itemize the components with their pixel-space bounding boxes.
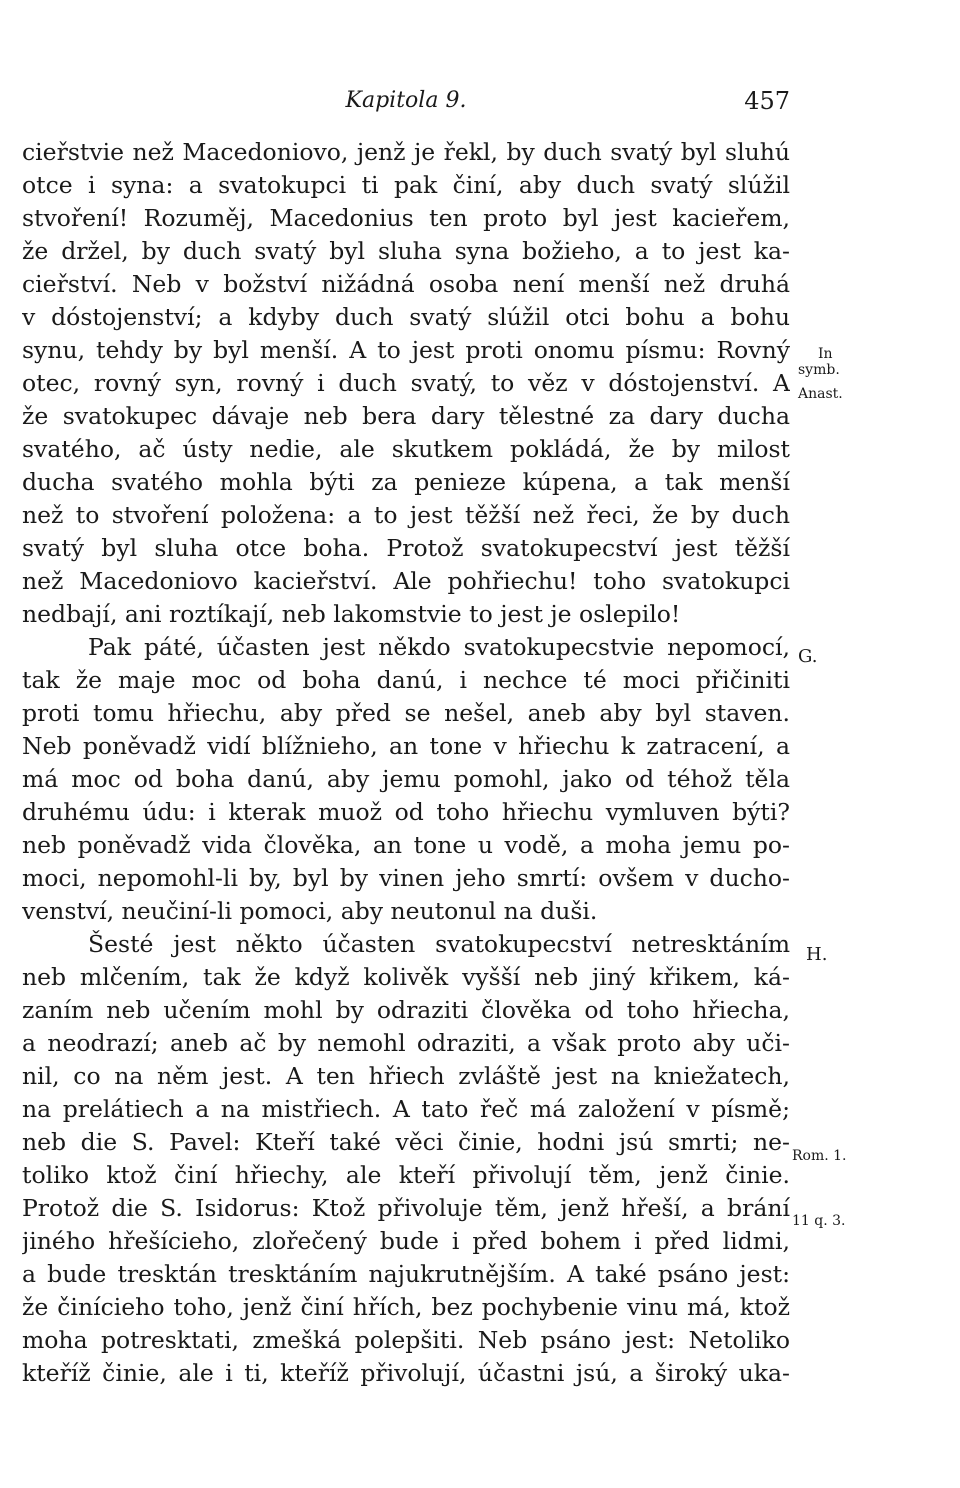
text-line: neb mlčením, tak že když kolivěk vyšší neb jiný křikem, ká- xyxy=(22,963,790,991)
margin-note: In xyxy=(818,346,833,362)
text-line: synu, tehdy by byl menší. A to jest proti onomu písmu: Rovný xyxy=(22,336,790,364)
text-line: stvoření! Rozuměj, Macedonius ten proto byl jest kacieřem, xyxy=(22,204,790,232)
text-line: moha potresktati, zmešká polepšiti. Neb psáno jest: Netoliko xyxy=(22,1326,790,1354)
text-line: otce i syna: a svatokupci ti pak činí, aby duch svatý slúžil xyxy=(22,171,790,199)
paragraph-start-line: Pak páté, účasten jest někdo svatokupecstvie nepomocí, xyxy=(88,633,790,661)
text-line: proti tomu hřiechu, aby před se nešel, aneb aby byl staven. xyxy=(22,699,790,727)
text-line: otec, rovný syn, rovný i duch svatý, to věz v dóstojenství. A xyxy=(22,369,790,397)
margin-note: 11 q. 3. xyxy=(792,1213,846,1229)
main-text xyxy=(22,136,790,1390)
text-line: na prelátiech a na mistřiech. A tato řeč má založení v písmě; xyxy=(22,1095,790,1123)
text-line: venství, neučiní-li pomoci, aby neutonul na duši. xyxy=(22,897,598,925)
text-line: že svatokupec dávaje neb bera dary tělestné za dary ducha xyxy=(22,402,790,430)
text-line: cieřství. Neb v božství nižádná osoba není menší než druhá xyxy=(22,270,790,298)
text-line: neb die S. Pavel: Kteří také věci činie, hodni jsú smrti; ne- xyxy=(22,1128,790,1156)
text-line: neb poněvadž vida člověka, an tone u vodě, a moha jemu po- xyxy=(22,831,790,859)
text-line: toliko ktož činí hřiechy, ale kteří přivolují těm, jenž činie. xyxy=(22,1161,790,1189)
text-line: jiného hřešícieho, zlořečený bude i před bohem i před lidmi, xyxy=(22,1227,790,1255)
text-line: tak že maje moc od boha danú, i nechce té moci přičiniti xyxy=(22,666,790,694)
text-line: druhému údu: i kterak muož od toho hřiechu vymluven býti? xyxy=(22,798,790,826)
text-line: že držel, by duch svatý byl sluha syna božieho, a to jest ka- xyxy=(22,237,790,265)
text-line: a neodrazí; aneb ač by nemohl odraziti, a však proto aby uči- xyxy=(22,1029,790,1057)
margin-note: Anast. xyxy=(798,386,843,402)
text-line: Neb poněvadž vidí blížnieho, an tone v hřiechu k zatracení, a xyxy=(22,732,790,760)
text-line: ducha svatého mohla býti za penieze kúpena, a tak menší xyxy=(22,468,790,496)
text-line: než to stvoření položena: a to jest těžší než řeci, že by duch xyxy=(22,501,790,529)
text-line: nil, co na něm jest. A ten hřiech zvláště jest na kniežatech, xyxy=(22,1062,790,1090)
margin-note: Rom. 1. xyxy=(792,1148,847,1164)
text-line: než Macedoniovo kacieřství. Ale pohřiechu! toho svatokupci xyxy=(22,567,790,595)
page-number: 457 xyxy=(744,87,790,115)
margin-note: symb. xyxy=(798,362,840,378)
text-line: zaním neb učením mohl by odraziti člověka od toho hřiecha, xyxy=(22,996,790,1024)
text-line: cieřstvie než Macedoniovo, jenž je řekl, by duch svatý byl sluhú xyxy=(22,138,790,166)
text-line: a bude tresktán tresktáním najukrutnějším. A také psáno jest: xyxy=(22,1260,790,1288)
text-line: Protož die S. Isidorus: Ktož přivoluje těm, jenž hřeší, a brání xyxy=(22,1194,790,1222)
chapter-title: Kapitola 9. xyxy=(345,88,467,113)
text-line: že činícieho toho, jenž činí hřích, bez pochybenie vinu má, ktož xyxy=(22,1293,790,1321)
margin-note: G. xyxy=(798,646,818,667)
text-line: svatý byl sluha otce boha. Protož svatokupecství jest těžší xyxy=(22,534,790,562)
text-line: má moc od boha danú, aby jemu pomohl, jako od téhož těla xyxy=(22,765,790,793)
running-header xyxy=(22,86,790,116)
text-line: v dóstojenství; a kdyby duch svatý slúžil otci bohu a bohu xyxy=(22,303,790,331)
paragraph-start-line: Šesté jest někto účasten svatokupecství netresktáním xyxy=(88,930,790,958)
text-line: svatého, ač ústy nedie, ale skutkem pokládá, že by milost xyxy=(22,435,790,463)
margin-note: H. xyxy=(806,944,828,965)
text-line: nedbají, ani roztíkají, neb lakomstvie to jest je oslepilo! xyxy=(22,600,681,628)
text-line: kteříž činie, ale i ti, kteříž přivolují, účastni jsú, a široký uka- xyxy=(22,1359,790,1387)
text-line: moci, nepomohl-li by, byl by vinen jeho smrtí: ovšem v ducho- xyxy=(22,864,790,892)
